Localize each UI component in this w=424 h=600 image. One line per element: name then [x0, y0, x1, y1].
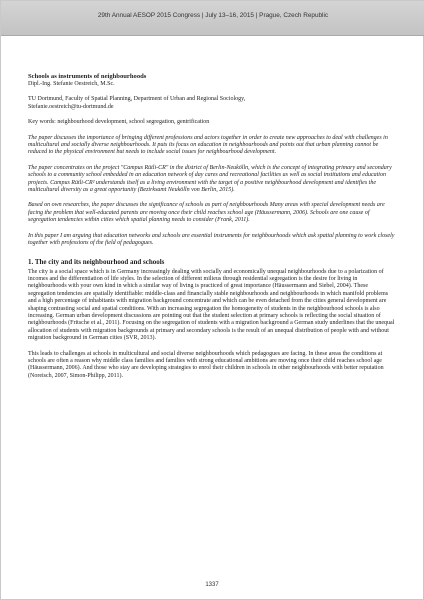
email-line: Stefanie.oestreich@tu-dortmund.de [28, 103, 114, 110]
abstract-paragraph: The paper concentrates on the project "Campus Rütli-CR" in the district of Berlin-Neukölln, which is the concept of integrating primary and secondary schools to a community school embedded in an education network of day cares and recreational facilities as well as social institutions and education projects. Campus Rütli-CR² understands itself as a living environment with the target of a positive neighbourhood development and identifies the multicultural diversity as a great opportunity (Bezirksamt Neukölln von Berlin, 2015). [28, 164, 392, 194]
conference-header [1, 1, 424, 36]
section-heading: 1. The city and its neighbourhood and schools [28, 257, 165, 266]
author-line: Dipl.-Ing. Stefanie Oestreich, M.Sc. [28, 81, 115, 87]
abstract-paragraph: The paper discusses the importance of bringing different professions and actors together in order to create new approaches to deal with challenges in multicultural and socially diverse neighbourhoods. It puts its focus on education in neighbourhoods and points out that urban planning cannot be reduced to the physical environment but needs to include social issues for neighbourhood development. [28, 134, 388, 156]
page-number: 1337 [205, 582, 219, 588]
abstract-paragraph: Based on own researches, the paper discusses the significance of schools as part of neighbourhoods Many areas with special development needs are facing the problem that well-educated parents are moving once their child reaches school age (Häussermann, 2006). Schools are one cause of segregation tendencies within cities which spatial planning needs to consider (Frank, 2011). [28, 202, 385, 224]
abstract [28, 135, 396, 248]
body-paragraph: This leads to challenges at schools in multicultural and social diverse neighbourhoods which pedagogues are facing. In these areas the conditions at schools are often a reason why middle class families and families with strong educational ambitions are moving once their child reaches school age (Häussermann, 2006). And those who stay are developing strategies to enrol their children in schools in other neighbourhoods with better reputation (Noreisch, 2007, Simon-Philipp, 2011). [28, 350, 384, 379]
section-body [28, 269, 396, 381]
keywords-line: Key words: neighbourhood development, school segregation, gentrification [28, 119, 210, 126]
conference-header-text: 29th Annual AESOP 2015 Congress | July 13–16, 2015 | Prague, Czech Republic [97, 12, 329, 19]
body-paragraph: The city is a social space which is in Germany increasingly dealing with socially and economically unequal neighbourhoods due to a polarization of incomes and the differentiation of life styles. In the selection of different milieus through residential segregation is the desire for living in neighbourhoods with your own kind in which a similar way of living is practiced of great importance (Häussermann and Siebel, 2004). These segregation tendencies are spatially identifiable: middle-class and financially stable neighbourhoods and neighbourhoods in which manifold problems and a high percentage of inhabitants with migration background concentrate and which can be even detached from the cities general development are shaping contrasting social and spatial conditions. With an increasing segregation the homogeneity of students in the neighbourhood schools is also increasing. German urban development discussions are pointing out that the student selection at primary schools is reflecting the social situation of neighbourhoods (Fritsche et al., 2011). Focusing on the segregation of students with a migration background a German study underlines that the unequal allocation of students with migration backgrounds at primary and secondary schools is the result of an unequal distribution of people with and without migration background in German cities (SVR, 2013). [28, 268, 395, 342]
affiliation-line: TU Dortmund, Faculty of Spatial Planning, Department of Urban and Regional Sociology, [28, 96, 246, 103]
abstract-paragraph: In this paper I am arguing that education networks and schools are essential instruments for neighbourhoods which ask spatial planning to work closely together with professions of the field of pedagogues. [28, 232, 395, 247]
paper-content [28, 73, 396, 388]
paper-title: Schools as instruments of neighbourhoods [28, 73, 147, 80]
